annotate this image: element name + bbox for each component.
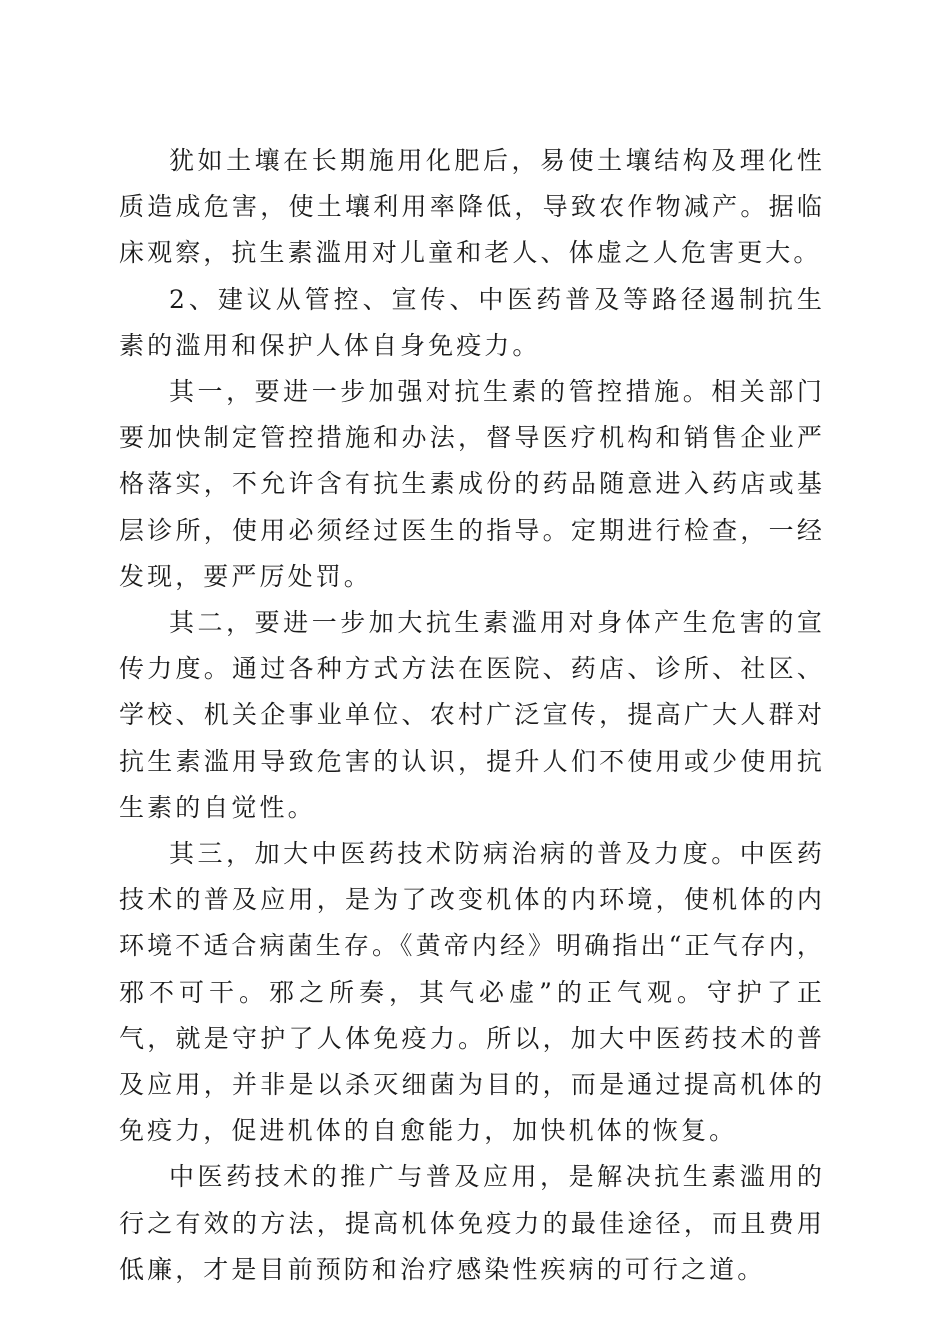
paragraph-publicity: 其二，要进一步加大抗生素滥用对身体产生危害的宣传力度。通过各种方式方法在医院、药店、诊所、社区、学校、机关企事业单位、农村广泛宣传，提高广大人群对抗生素滥用导致危害的认识，提升人们不使用或少使用抗生素的自觉性。 — [119, 608, 825, 822]
document-body — [119, 138, 825, 1293]
paragraph-tcm-popularization: 其三，加大中医药技术防病治病的普及力度。中医药技术的普及应用，是为了改变机体的内环境，使机体的内环境不适合病菌生存。《黄帝内经》明确指出“正气存内，邪不可干。邪之所奏，其气必虚”的正气观。守护了正气，就是守护了人体免疫力。所以，加大中医药技术的普及应用，并非是以杀灭细菌为目的，而是通过提高机体的免疫力，促进机体的自愈能力，加快机体的恢复。 — [119, 839, 825, 1146]
paragraph-control-measures: 其一，要进一步加强对抗生素的管控措施。相关部门要加快制定管控措施和办法，督导医疗机构和销售企业严格落实，不允许含有抗生素成份的药品随意进入药店或基层诊所，使用必须经过医生的指导。定期进行检查，一经发现，要严厉处罚。 — [119, 377, 825, 591]
paragraph-soil-analogy: 犹如土壤在长期施用化肥后，易使土壤结构及理化性质造成危害，使土壤利用率降低，导致农作物减产。据临床观察，抗生素滥用对儿童和老人、体虚之人危害更大。 — [119, 146, 825, 268]
paragraph-recommendation: 2、建议从管控、宣传、中医药普及等路径遏制抗生素的滥用和保护人体自身免疫力。 — [119, 284, 825, 360]
paragraph-conclusion: 中医药技术的推广与普及应用，是解决抗生素滥用的行之有效的方法，提高机体免疫力的最佳途径，而且费用低廉，才是目前预防和治疗感染性疾病的可行之道。 — [119, 1162, 825, 1284]
